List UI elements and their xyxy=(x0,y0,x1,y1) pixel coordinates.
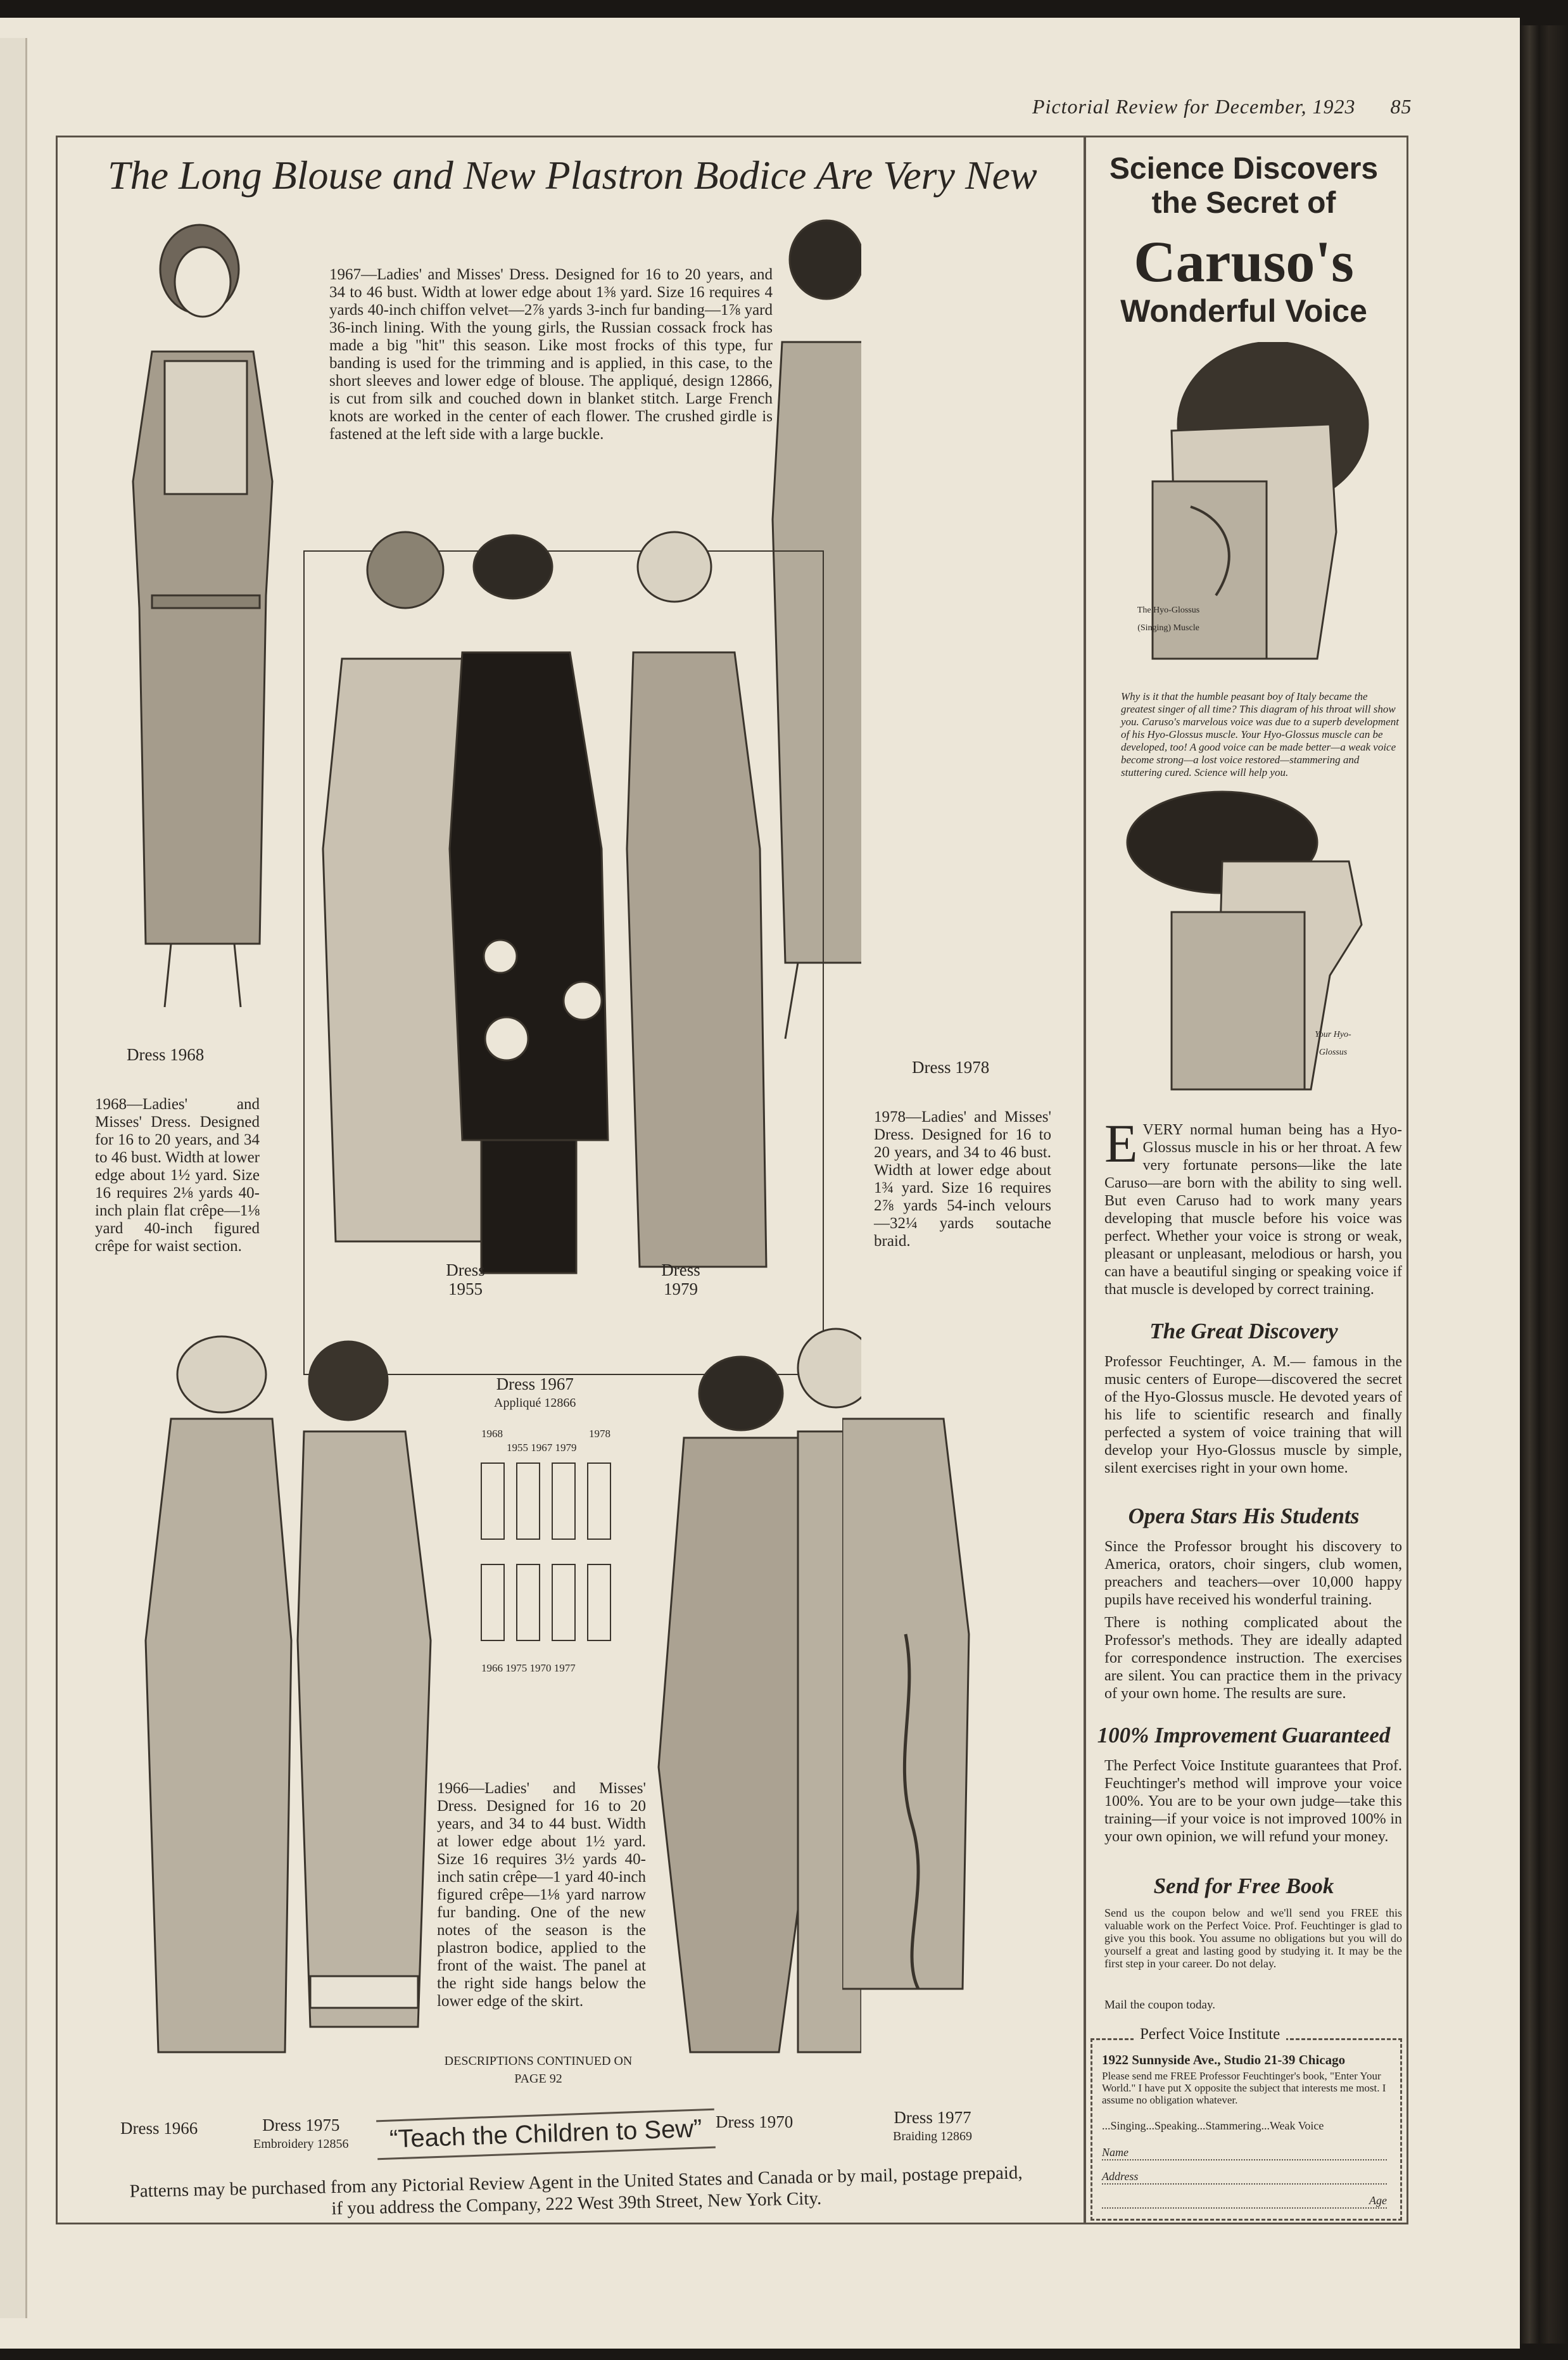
ad-paragraph-4: The Perfect Voice Institute guarantees that Prof. Feuchtinger's method will improve your voice 100%. You are to be your own judge—take this training—if your voice is not improved 100% in your own opinion, we will refund your money. xyxy=(1104,1758,1402,1845)
ad-body-text: VERY normal human being has a Hyo-Glossus muscle in his or her throat. A few very fortunate persons—like the late Caruso—are born with the ability to sing well. But even Caruso had to work many years developing that muscle before his voice was perfect. Whether your voice is strong or weak, pleasant or unpleasant, melodious or harsh, you can have a beautiful singing or speaking voice if that muscle is developed by correct training. xyxy=(1104,1122,1402,1298)
caption-1978: Dress 1978 xyxy=(912,1058,990,1077)
ad-sub-opera-stars: Opera Stars His Students xyxy=(1128,1504,1360,1528)
coupon-name-field[interactable]: Name xyxy=(1102,2146,1387,2160)
ad-paragraph-2: Since the Professor brought his discovery to America, orators, choir singers, club women, preachers and teachers—over 10,000 happy pupils have received his wonderful training. xyxy=(1104,1538,1402,1608)
figure-1967-dress xyxy=(450,652,608,1140)
ad-paragraph-3: There is nothing complicated about the Professor's methods. They are ideally adapted for correspondence instruction. The exercises are silent. You can practice them in the privacy of your own home. The results are sure. xyxy=(1104,1615,1402,1702)
caption-1977-sub: Braiding 12869 xyxy=(893,2129,972,2143)
figure-1975-dress xyxy=(298,1431,431,2027)
running-header xyxy=(1032,95,1412,118)
ad-sub-free-book: Send for Free Book xyxy=(1153,1874,1334,1898)
teach-children-banner: “Teach the Children to Sew” xyxy=(376,2109,715,2160)
caption-1970: Dress 1970 xyxy=(716,2112,793,2131)
description-1967: 1967—Ladies' and Misses' Dress. Designed for 16 to 20 years, and 34 to 46 bust. Width at lower edge about 1⅜ yard. Size 16 requires 4 yards 40-inch chiffon velvet—2⅞ yards 3-inch fur banding—1⅞ yard 36-inch lining. With the young girls, the Russian cossack frock has made a big "hit" this season. Like most frocks of this type, fur banding is used for the trimming and is applied, in this case, to the short sleeves and lower edge of blouse. The appliqué, design 12866, is cut from silk and couched down in blanket stitch. Large French knots are worked in the center of each flower. The crushed girdle is fastened at the left side with a large buckle. xyxy=(329,266,773,443)
thumb-label-1968: 1968 xyxy=(481,1428,503,1440)
ad-headline-2: Caruso's xyxy=(1134,229,1354,294)
ad-body xyxy=(1104,1113,1402,1298)
ad-sub-guarantee: 100% Improvement Guaranteed xyxy=(1097,1723,1391,1748)
header-text: Pictorial Review for December, 1923 xyxy=(1032,95,1356,118)
coupon-options[interactable]: ...Singing...Speaking...Stammering...Weak Voice xyxy=(1102,2119,1324,2132)
caption-1975-label: Dress 1975 xyxy=(262,2116,340,2135)
diagram-label-2: Your Hyo-Glossus xyxy=(1315,1030,1351,1057)
diagram-label-1: The Hyo-Glossus (Singing) Muscle xyxy=(1137,606,1200,633)
thumb-label-bottom: 1966 1975 1970 1977 xyxy=(481,1662,576,1674)
ad-dropcap: E xyxy=(1104,1113,1138,1174)
ad-headline-1: Science Discovers the Secret of xyxy=(1109,152,1379,220)
ad-paragraph-5: Send us the coupon below and we'll send you FREE this valuable work on the Perfect Voice. Prof. Feuchtinger is glad to give you this book. You assume no obligations but you will do yourself a great and lasting good by studying it. It may be the first step in your career. Do not delay. xyxy=(1104,1906,1402,1970)
ad-diagram-caption: Why is it that the humble peasant boy of Italy became the greatest singer of all time? This diagram of his throat will show you. Caruso's marvelous voice was due to a superb development of his Hyo-Glossus muscle. Your Hyo-Glossus muscle can be developed, too! A good voice can be made better—a weak voice become strong—a lost voice restored—stammering and stuttering cured. Science will help you. xyxy=(1121,690,1399,778)
caption-1967-label: Dress 1967 xyxy=(496,1374,574,1393)
caption-1979: Dress 1979 xyxy=(661,1260,700,1298)
caption-1967-sub: Appliqué 12866 xyxy=(494,1396,576,1410)
caption-1975 xyxy=(253,2116,349,2154)
figure-1977-right-half xyxy=(842,1381,1070,2014)
caption-1966: Dress 1966 xyxy=(120,2119,198,2138)
caption-1968: Dress 1968 xyxy=(127,1045,205,1064)
caption-1977 xyxy=(893,2108,972,2146)
description-1966: 1966—Ladies' and Misses' Dress. Designed for 16 to 20 years, and 34 to 44 bust. Width at lower edge about 1½ yard. Size 16 requires 3½ yards 40-inch satin crêpe—1 yard 40-inch figured crêpe—1⅛ yard narrow fur banding. One of the new notes of the season is the plastron bodice, applied to the front of the waist. The panel at the right side hangs below the lower edge of the skirt. xyxy=(437,1780,646,2010)
coupon-address: 1922 Sunnyside Ave., Studio 21-39 Chicago xyxy=(1102,2052,1346,2067)
description-1978: 1978—Ladies' and Misses' Dress. Designed for 16 to 20 years, and 34 to 46 bust. Width at lower edge about 1¾ yard. Size 16 requires 2⅞ yards 54-inch velours —32¼ yards soutache braid. xyxy=(874,1108,1051,1250)
figure-1970-dress xyxy=(659,1438,817,2052)
pattern-thumbnails xyxy=(469,1425,633,1672)
figure-1978-dress xyxy=(773,342,861,963)
caption-1955: Dress 1955 xyxy=(446,1260,485,1298)
coupon-title: Perfect Voice Institute xyxy=(1134,2026,1286,2043)
coupon-text: Please send me FREE Professor Feuchtinger's book, "Enter Your World." I have put X opposite the subject that interests me most. I assume no obligation whatever. xyxy=(1102,2070,1386,2106)
caption-1967 xyxy=(494,1374,576,1412)
descriptions-continued: DESCRIPTIONS CONTINUED ON PAGE 92 xyxy=(444,2054,633,2086)
previous-page-edge xyxy=(0,38,27,2318)
footer-note: Patterns may be purchased from any Pictorial Review Agent in the United States and Canada or by mail, postage prepaid, if you address the Company, 222 West 39th Street, New York City. xyxy=(129,2162,1023,2219)
ad-paragraph-6: Mail the coupon today. xyxy=(1104,1998,1216,2012)
page-stack-edge xyxy=(1520,25,1568,2344)
coupon-age-field[interactable]: Age xyxy=(1102,2194,1387,2209)
caption-1977-label: Dress 1977 xyxy=(894,2108,971,2127)
ad-headline-3: Wonderful Voice xyxy=(1120,293,1367,329)
ad-sub-great-discovery: The Great Discovery xyxy=(1149,1319,1338,1343)
page-title: The Long Blouse and New Plastron Bodice Are Very New xyxy=(108,153,1037,198)
page-number: 85 xyxy=(1390,95,1412,118)
figure-1966-dress xyxy=(146,1419,291,2052)
figure-1979-dress xyxy=(627,652,766,1267)
description-1968: 1968—Ladies' and Misses' Dress. Designed for 16 to 20 years, and 34 to 46 bust. Width at lower edge about 1½ yard. Size 16 requires 2⅛ yards 40-inch plain flat crêpe—1⅛ yard 40-inch figured crêpe for waist section. xyxy=(95,1096,260,1255)
caption-1975-sub: Embroidery 12856 xyxy=(253,2137,349,2151)
ad-paragraph-1: Professor Feuchtinger, A. M.— famous in the music centers of Europe—discovered the secret of the Hyo-Glossus muscle. He devoted years of his life to scientific research and finally perfected a system of voice training that will develop your Hyo-Glossus muscle by simple, silent exercises right in your own home. xyxy=(1104,1354,1402,1476)
coupon-address-field[interactable]: Address xyxy=(1102,2170,1387,2185)
thumb-label-top: 1955 1967 1979 xyxy=(507,1442,577,1454)
thumb-label-1978: 1978 xyxy=(589,1428,610,1440)
